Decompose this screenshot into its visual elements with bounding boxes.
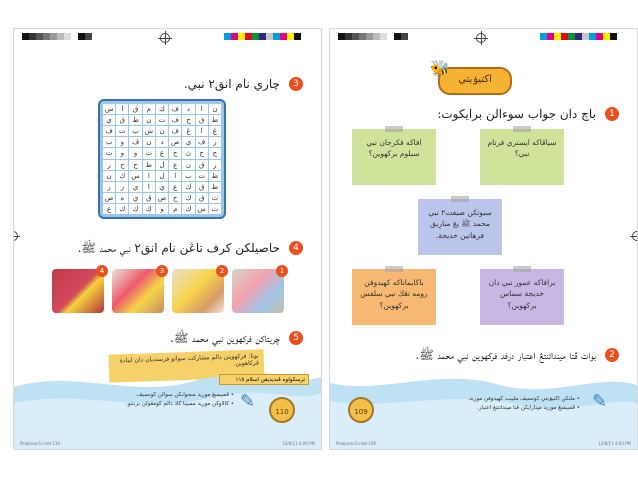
hint-note: نوتا: فركهوينن دالم مشاركت سواتو فرسنديان دان ايبادة ڤرکاهوين. [109,349,265,382]
question-text: حاصيلكن كرف تاڠن نام انق٢ نبي محمد ﷺ. [77,241,280,255]
grid-cell: ر [103,160,115,170]
question-4 [78,237,303,258]
question-1 [437,103,619,122]
grid-cell: ف [169,115,181,125]
step-badge: 2 [216,265,228,277]
grid-cell: ط [209,115,221,125]
grid-cell: ت [143,148,155,158]
grid-cell: ا [196,104,208,114]
grid-cell: ح [182,115,194,125]
grid-cell: ف [169,126,181,136]
question-5 [170,327,303,348]
tape-icon [385,126,403,132]
sticky-note-2 [352,129,436,185]
grid-cell: ك [143,204,155,214]
grid-cell: ظ [143,160,155,170]
grid-cell: ت [103,148,115,158]
grid-cell: ح [129,160,141,170]
craft-photo-step-3 [112,269,164,313]
grid-cell: ص [171,138,180,147]
registration-mark [476,33,486,43]
registration-mark [632,231,638,241]
question-number: 2 [605,348,619,362]
question-text: چاري نام انق٢ نبي. [183,77,280,91]
sticky-note-text: باڬايماناكه كهيدوفن رومه تڠڬ نبي سلفس بركهوين؟ [360,278,428,310]
grid-cell: و [129,148,141,158]
grid-cell: س [197,204,206,213]
grid-cell: ت [209,193,221,203]
grid-cell: ب [182,171,194,181]
grid-cell: ج [116,160,128,170]
grid-cell: ن [143,115,155,125]
color-calibration-bar [338,33,408,40]
grid-cell: ع [103,204,115,214]
activity-logo-text: اکتيۏيتي [458,74,492,85]
grid-cell: ل [156,171,168,181]
grid-cell: و [116,137,128,147]
grid-cell: ك [129,204,141,214]
question-text: چريتاكن فركهوين نبي محمد ﷺ. [170,331,280,345]
grid-cell: ك [182,193,194,203]
grid-cell: ر [209,137,221,147]
grid-cell: ڠ [182,126,194,136]
footer-tag: ترسکولوه ڤندیدیقن اسلام ١١٥ [219,374,309,385]
grid-cell: ص [157,193,167,202]
grid-cell: ب [129,126,141,136]
tape-icon [513,266,531,272]
page-number-badge [269,397,295,423]
tape-icon [451,196,469,202]
question-3 [184,73,303,92]
grid-cell: د [156,137,168,147]
question-text: بوات ڤتا مينداتنتڠ اعتبار درفد فركهوين نبي محمد ﷺ. [415,348,596,362]
registration-mark [13,231,18,241]
sticky-note-text: سبوتكن صيفت٢ نبي محمد ﷺ يڠ منارِيق فرهاتين خديجة. [428,208,492,240]
grid-cell: ن [209,104,221,114]
grid-cell: م [143,104,155,114]
print-slug-left: Pelajaran5.indd 110 [20,441,60,446]
note-bullet: • ملنکن اکتيۏيتي كونسيڤ مليبت كهيدوفن مورید. [467,396,580,402]
grid-cell: ك [116,171,128,181]
question-number: 4 [289,241,303,255]
grid-cell: ن [182,160,194,170]
grid-cell: ط [209,182,221,192]
grid-cell: ف [169,104,181,114]
grid-cell: ج [196,148,208,158]
page-number: 109 [354,408,368,416]
grid-cell: ا [143,171,155,181]
grid-cell: ن [103,171,115,181]
grid-cell: و [156,204,168,214]
right-page [329,28,638,450]
teacher-notes [84,391,234,410]
grid-cell: ظ [209,171,221,181]
grid-cell: ق [116,115,128,125]
sticky-note-text: سياڤاكه ايستري فرتام نبي؟ [487,138,557,159]
question-text: باچ دان جواب سوءالن برايكوت: [437,107,596,121]
bee-icon: 🐝 [430,59,450,78]
tape-icon [385,266,403,272]
grid-cell: ا [143,182,155,192]
sticky-note-3 [418,199,502,255]
grid-cell: ز [116,182,128,192]
grid-cell: ي [182,137,194,147]
grid-cell: ف [103,126,115,136]
grid-cell: ن [156,126,168,136]
grid-cell: ا [116,104,128,114]
grid-cell: ڠ [209,126,221,136]
page-number-badge [348,397,374,423]
left-page [13,28,322,450]
craft-photo-step-4 [52,269,104,313]
page-number: 110 [275,408,289,416]
tape-icon [513,126,531,132]
grid-cell: ر [209,160,221,170]
grid-cell: س [131,171,140,180]
grid-cell: ڤ [129,137,141,147]
grid-cell: ح [169,193,181,203]
grid-cell: ك [182,182,194,192]
print-slug-right: 12/8/11 4:00 PM [282,441,315,446]
grid-cell: ق [196,182,208,192]
grid-cell: م [169,204,181,214]
grid-cell: ع [169,182,181,192]
sticky-note-5 [352,269,436,325]
color-calibration-bar [224,33,301,40]
grid-cell: ق [196,160,208,170]
step-badge: 4 [96,265,108,277]
grid-cell: ت [116,126,128,136]
note-bullet: • ڤمبيمبڠ مورید مڽنارايکن ڤتا مينداتنتڠ اعتبار. [476,405,580,412]
print-slug-right: 12/8/11 4:00 PM [598,441,631,446]
grid-cell: ح [209,148,221,158]
color-calibration-bar [540,33,617,40]
grid-cell: ت [209,204,221,214]
grid-cell: ي [103,115,115,125]
grid-cell: ا [169,171,181,181]
teacher-notes [380,395,580,414]
craft-photo-step-1 [232,269,284,313]
grid-cell: ب [103,137,115,147]
grid-cell: ڽ [182,148,194,158]
craft-photo-step-2 [172,269,224,313]
grid-cell: ق [129,104,141,114]
grid-cell: ت [156,115,168,125]
grid-cell: ك [156,104,168,114]
note-bullet: • ڤمبيمبڠ مورید منجوابکن سوالن کونسيڤ. [135,392,234,398]
grid-cell: ن [143,137,155,147]
sticky-note-4 [480,269,564,325]
notebook-icon: ✎ [240,391,256,412]
grid-cell: ح [169,148,181,158]
grid-cell: ط [129,115,141,125]
step-badge: 1 [276,265,288,277]
grid-cell: ق [143,193,155,203]
print-slug-left: Pelajaran5.indd 109 [336,441,376,446]
grid-cell: ق [196,193,208,203]
question-number: 1 [605,107,619,121]
grid-cell: ش [144,127,154,136]
note-bullet: • کالاوکن مورید ممبینا کاد دالم کومڤولن بربنتو. [126,401,234,408]
step-badge: 3 [156,265,168,277]
grid-cell: ق [196,115,208,125]
grid-cell: ه [116,193,128,203]
grid-cell: ك [182,204,194,214]
grid-cell: ا [196,126,208,136]
notebook-icon: ✎ [592,391,608,412]
question-number: 3 [289,77,303,91]
question-number: 5 [289,331,303,345]
grid-cell: د [182,104,194,114]
grid-cell: ع [156,148,168,158]
grid-cell: و [116,148,128,158]
color-calibration-bar [22,33,92,40]
grid-cell: ي [129,182,141,192]
grid-cell: ي [129,193,141,203]
grid-cell: س [104,105,114,114]
sticky-note-text: برافاكه عمور نبي دان خديجة سماس بركهوين؟ [488,278,556,310]
grid-cell: ك [116,204,128,214]
grid-cell: ر [103,182,115,192]
grid-cell: ص [104,193,114,202]
registration-mark [160,33,170,43]
grid-cell: ف [196,137,208,147]
grid-cell: ت [196,171,208,181]
grid-cell: ع [169,160,181,170]
sticky-note-1 [480,129,564,185]
letter-search-grid [98,99,226,219]
grid-cell: ي [156,182,168,192]
grid-cell: ل [156,160,168,170]
sticky-note-text: افاكه فكرجان نبي سبلوم بركهوين؟ [366,138,422,159]
